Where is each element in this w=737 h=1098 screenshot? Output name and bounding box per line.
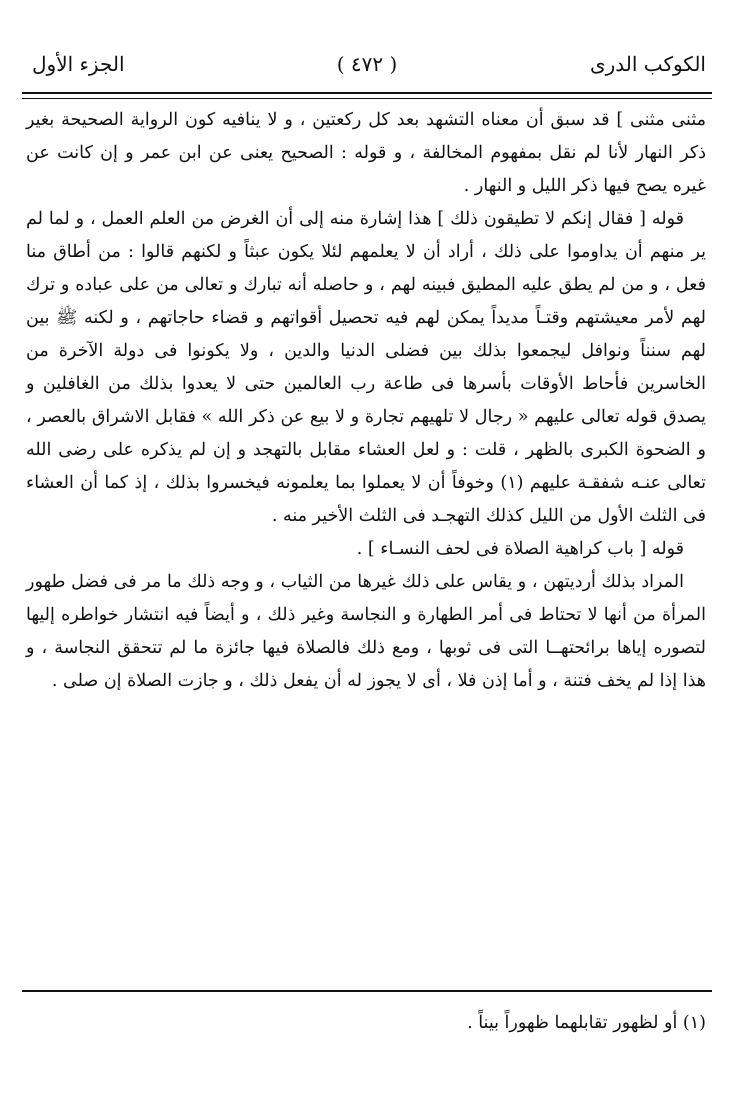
paragraph: المراد بذلك أرديتهن ، و يقاس على ذلك غيرها من الثياب ، و وجه ذلك ما مر فى فضل طهور المرأة من أنها لا تحتاط فى أمر الطهارة و النجاسة وغير ذلك ، و أيضاً فيه انتشار خواطره إليها لتصوره إياها برائحتهــا التى فى ثوبها ، ومع ذلك فالصلاة فيها جائزة ما لم تتحقق النجاسة ، و هذا إذا لم يخف فتنة ، و أما إذن فلا ، أى لا يجوز له أن يفعل ذلك ، و جازت الصلاة إن صلى . [26,572,706,691]
main-text [26,104,706,698]
volume-label: الجزء الأول [32,52,125,76]
paragraph: قوله [ باب كراهية الصلاة فى لحف النسـاء ] . [356,539,684,559]
page-number: ( ٤٧٢ ) [336,52,398,76]
page-header [22,52,712,92]
book-title: الكوكب الدرى [589,52,706,76]
header-rule [22,92,712,99]
footnote-rule [22,990,712,992]
paragraph: مثنى مثنى ] قد سبق أن معناه التشهد بعد كل ركعتين ، و لا ينافيه كون الرواية الصحيحة بغير ذكر النهار لأنا لم نقل بمفهوم المخالفة ، و قوله : الصحيح يعنى عن ابن عمر و إن كانت عن غيره يصح فيها ذكر الليل و النهار . [26,110,706,196]
paragraph: قوله [ فقال إنكم لا تطيقون ذلك ] هذا إشارة منه إلى أن الغرض من العلم العمل ، و لما لم ير منهم أن يداوموا على ذلك ، أراد أن لا يعلمهم لئلا يكون عبثاً و لكنهم قالوا : من أطاق منا فعل ، و من لم يطق عليه المطيق فبينه لهم ، و حاصله أنه تبارك و تعالى من على عباده و ترك لهم لأمر معيشتهم وقتـاً مديداً يمكن لهم فيه تحصيل أقواتهم و قضاء حاجاتهم ، و لكنه ﷺ بين لهم سنناً ونوافل ليجمعوا بذلك بين فضلى الدنيا والدين ، ولا يكونوا فى دولة الآخرة من الخاسرين فأحاط الأوقات بأسرها فى طاعة رب العالمين حتى لا يعدوا بذلك من الغافلين و يصدق قوله تعالى عليهم « رجال لا تلهيهم تجارة و لا بيع عن ذكر الله » فقابل الاشراق بالعصر ، و الضحوة الكبرى بالظهر ، قلت : و لعل العشاء مقابل بالتهجد و إن لم يذكره على رضى الله تعالى عنـه شفقـة عليهم (١) وخوفاً أن لا يعملوا بما يعلمونه فيخسروا بذلك ، إذ كما أن العشاء فى الثلث الأول من الليل كذلك التهجـد فى الثلث الأخير منه . [26,209,706,526]
footnote: (١) أو لظهور تقابلهما ظهوراً بيناً . [467,1013,706,1033]
